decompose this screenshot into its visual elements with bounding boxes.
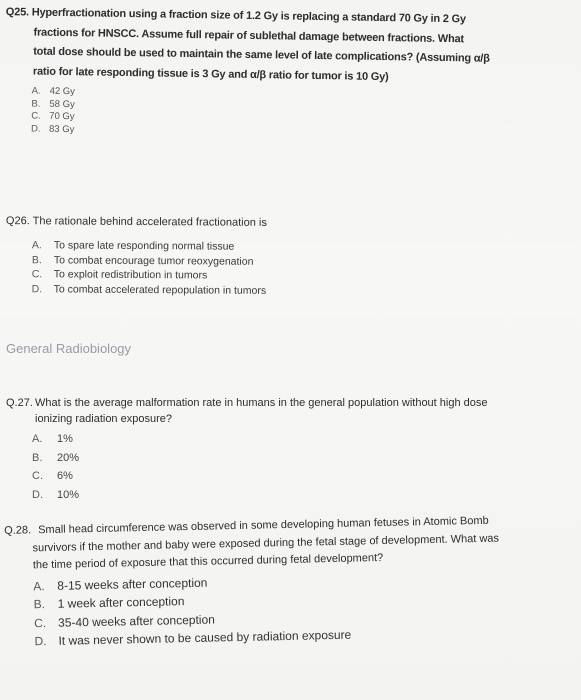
option-d: D. To combat accelerated repopulation in tumors	[31, 282, 267, 296]
question-26-options	[0, 238, 581, 300]
question-28-text	[0, 511, 578, 576]
question-26	[0, 212, 581, 296]
question-25-text	[0, 3, 526, 89]
question-28-line-3: the time period of exposure that this occurred during fetal development?	[32, 551, 384, 572]
question-27-line-1: What is the average malformation rate in humans in the general population without high dose	[35, 397, 488, 409]
question-25-line-4: ratio for late responding tissue is 3 Gy and α/β ratio for tumor is 10 Gy)	[32, 65, 389, 83]
section-title: General Radiobiology	[6, 341, 132, 356]
question-25-line-3: total dose should be used to maintain the same level of late complications? (Assuming α/β	[33, 45, 490, 65]
option-c: C. 6%	[32, 470, 73, 482]
question-25	[0, 3, 581, 144]
option-d: D. It was never shown to be caused by radiation exposure	[34, 627, 352, 649]
option-c: C. 70 Gy	[31, 110, 75, 123]
question-28-line-1: Small head circumference was observed in some developing human fetuses in Atomic Bomb	[38, 514, 489, 537]
question-28-line-2: survivors if the mother and baby were exposed during the fetal stage of development. What was	[32, 532, 500, 554]
option-b: B. 20%	[32, 451, 80, 464]
option-a: A. 1%	[32, 433, 73, 445]
question-28-number: Q.28.	[4, 524, 32, 537]
question-25-number: Q25.	[5, 6, 30, 19]
question-27-number: Q.27.	[6, 397, 33, 409]
option-d: D. 10%	[32, 488, 80, 501]
option-d: D. 83 Gy	[30, 123, 75, 135]
question-27	[0, 395, 581, 504]
question-25-options	[0, 85, 580, 144]
option-a: A. 42 Gy	[31, 85, 76, 98]
option-b: B. 1 week after conception	[33, 594, 185, 612]
question-28	[0, 511, 581, 652]
option-b: B. To combat encourage tumor reoxygenation	[31, 253, 254, 267]
question-27-line-2: ionizing radiation exposure?	[35, 413, 172, 425]
question-26-text: Q26. The rationale behind accelerated fractionation is	[5, 215, 267, 229]
option-c: C. 35-40 weeks after conception	[33, 612, 215, 630]
question-25-line-2: fractions for HNSCC. Assume full repair of sublethal damage between fractions. What	[33, 26, 464, 45]
question-25-line-1: Hyperfractionation using a fraction size of 1.2 Gy is replacing a standard 70 Gy in 2 Gy	[31, 6, 466, 26]
option-b: B. 58 Gy	[31, 98, 75, 110]
option-a: A. 8-15 weeks after conception	[33, 575, 208, 593]
option-c: C. To exploit redistribution in tumors	[31, 267, 208, 281]
question-27-options	[0, 430, 581, 504]
option-a: A. To spare late responding normal tissue	[31, 238, 235, 253]
question-27-text	[0, 395, 565, 427]
question-28-options	[1, 565, 581, 651]
